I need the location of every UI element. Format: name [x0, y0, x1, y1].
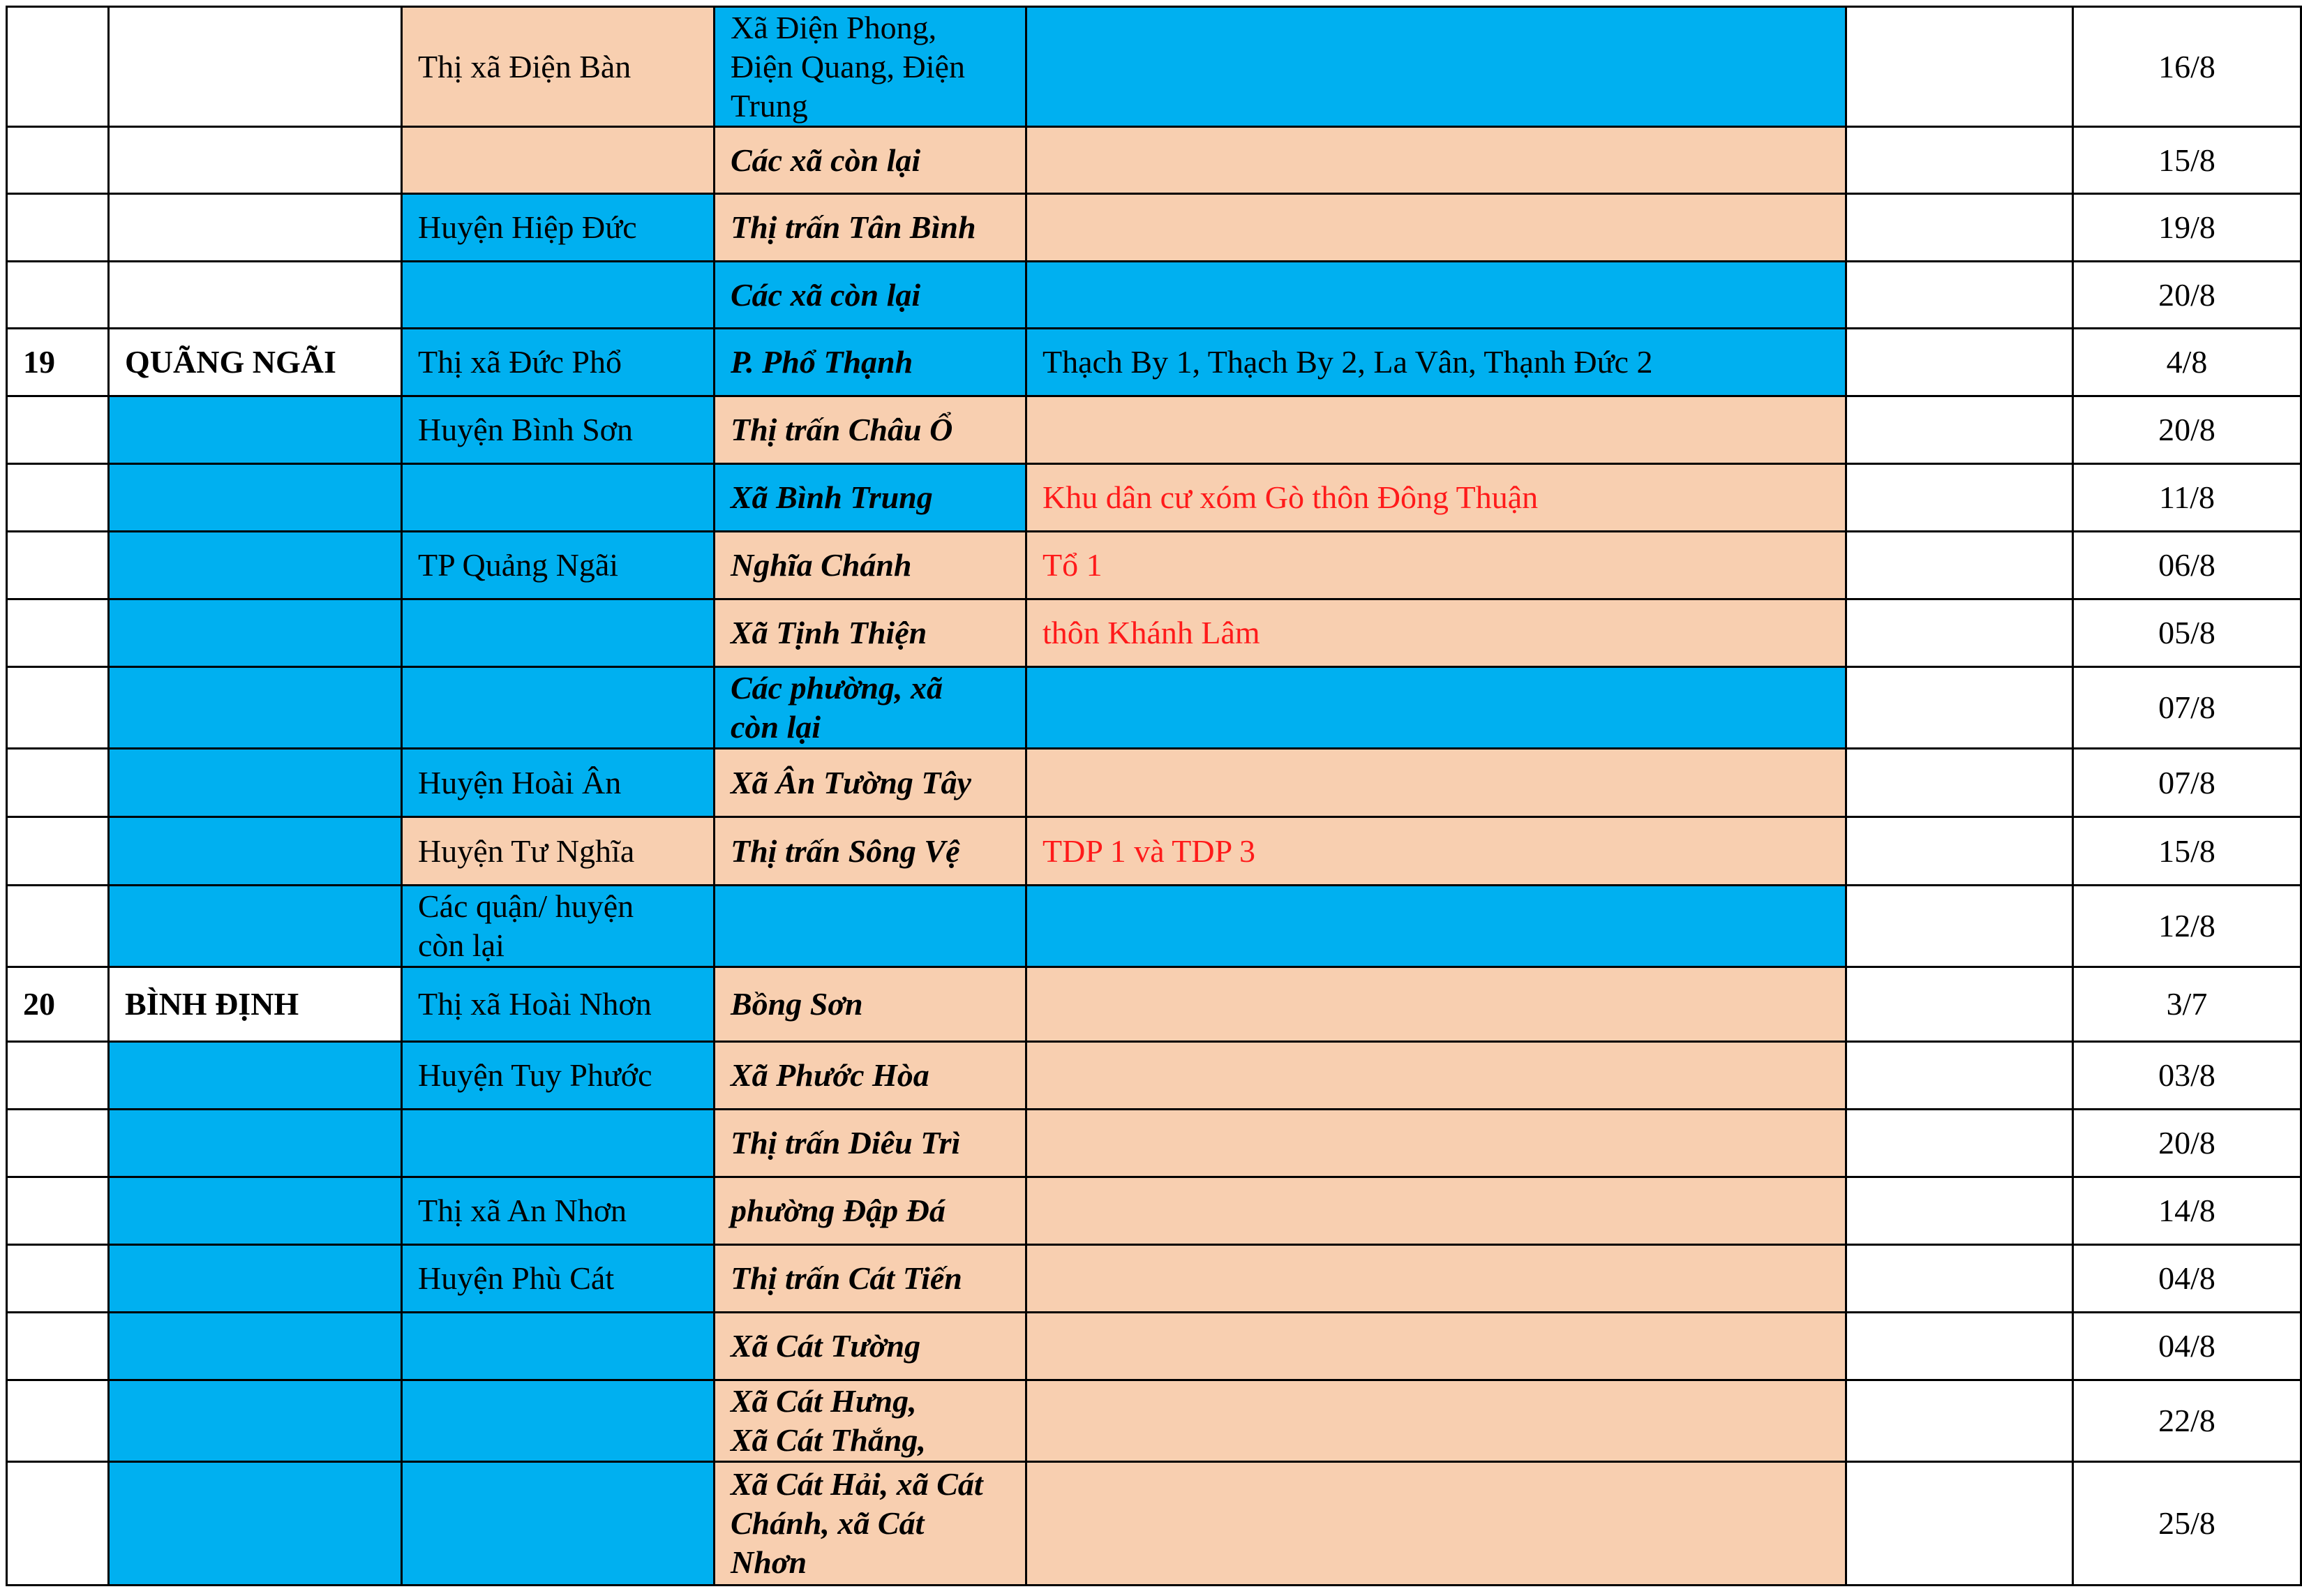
area-detail: Tổ 1 [1026, 532, 1846, 599]
row-number [7, 1380, 109, 1462]
district-name: TP Quảng Ngãi [402, 532, 715, 599]
table-row [7, 1042, 2301, 1110]
area-detail [1026, 396, 1846, 464]
district-name [402, 464, 715, 532]
table-row [7, 1462, 2301, 1586]
row-number [7, 886, 109, 967]
blank-cell [1846, 464, 2073, 532]
row-number [7, 1462, 109, 1586]
table-row [7, 262, 2301, 329]
area-detail [1026, 667, 1846, 749]
commune-name: Xã Cát Hưng, Xã Cát Thắng, [715, 1380, 1026, 1462]
commune-name: Các xã còn lại [715, 262, 1026, 329]
date-value: 07/8 [2073, 749, 2301, 817]
table-row [7, 127, 2301, 194]
blank-cell [1846, 667, 2073, 749]
area-detail [1026, 1313, 1846, 1380]
date-value: 03/8 [2073, 1042, 2301, 1110]
province-name [109, 194, 402, 262]
date-value: 07/8 [2073, 667, 2301, 749]
area-detail [1026, 1245, 1846, 1313]
district-name [402, 1110, 715, 1177]
row-number [7, 599, 109, 667]
row-number [7, 127, 109, 194]
commune-name: Xã Phước Hòa [715, 1042, 1026, 1110]
blank-cell [1846, 817, 2073, 886]
district-name [402, 599, 715, 667]
row-number: 19 [7, 329, 109, 396]
province-name [109, 396, 402, 464]
blank-cell [1846, 967, 2073, 1042]
area-detail [1026, 194, 1846, 262]
row-number [7, 1110, 109, 1177]
district-name: Thị xã Hoài Nhơn [402, 967, 715, 1042]
commune-name: Xã Ân Tường Tây [715, 749, 1026, 817]
table-row [7, 667, 2301, 749]
row-number [7, 7, 109, 127]
province-name [109, 1177, 402, 1245]
district-name: Thị xã Đức Phổ [402, 329, 715, 396]
district-name: Huyện Hiệp Đức [402, 194, 715, 262]
date-value: 14/8 [2073, 1177, 2301, 1245]
area-detail [1026, 262, 1846, 329]
province-name [109, 127, 402, 194]
area-detail [1026, 749, 1846, 817]
blank-cell [1846, 749, 2073, 817]
province-name [109, 7, 402, 127]
blank-cell [1846, 194, 2073, 262]
blank-cell [1846, 886, 2073, 967]
table-row [7, 1110, 2301, 1177]
commune-name: Nghĩa Chánh [715, 532, 1026, 599]
table-row [7, 194, 2301, 262]
area-detail: Khu dân cư xóm Gò thôn Đông Thuận [1026, 464, 1846, 532]
province-name: BÌNH ĐỊNH [109, 967, 402, 1042]
commune-name: phường Đập Đá [715, 1177, 1026, 1245]
table-row [7, 817, 2301, 886]
blank-cell [1846, 1313, 2073, 1380]
table-row [7, 532, 2301, 599]
blank-cell [1846, 329, 2073, 396]
blank-cell [1846, 1110, 2073, 1177]
commune-name: Xã Cát Tường [715, 1313, 1026, 1380]
province-name [109, 749, 402, 817]
commune-name [715, 886, 1026, 967]
district-name [402, 1380, 715, 1462]
blank-cell [1846, 262, 2073, 329]
commune-name: Thị trấn Tân Bình [715, 194, 1026, 262]
commune-name: Xã Điện Phong, Điện Quang, Điện Trung [715, 7, 1026, 127]
area-detail [1026, 886, 1846, 967]
province-name: QUÃNG NGÃI [109, 329, 402, 396]
commune-name: Xã Cát Hải, xã Cát Chánh, xã Cát Nhơn [715, 1462, 1026, 1586]
row-number [7, 262, 109, 329]
date-value: 20/8 [2073, 1110, 2301, 1177]
date-value: 16/8 [2073, 7, 2301, 127]
table-row [7, 1313, 2301, 1380]
date-value: 22/8 [2073, 1380, 2301, 1462]
district-name: Huyện Bình Sơn [402, 396, 715, 464]
province-name [109, 1462, 402, 1586]
table-row [7, 749, 2301, 817]
row-number [7, 817, 109, 886]
date-value: 11/8 [2073, 464, 2301, 532]
area-detail [1026, 967, 1846, 1042]
area-detail [1026, 1380, 1846, 1462]
table-row [7, 396, 2301, 464]
area-detail: Thạch By 1, Thạch By 2, La Vân, Thạnh Đức 2 [1026, 329, 1846, 396]
province-name [109, 262, 402, 329]
date-value: 12/8 [2073, 886, 2301, 967]
row-number [7, 194, 109, 262]
province-name [109, 667, 402, 749]
province-name [109, 1245, 402, 1313]
province-name [109, 532, 402, 599]
blank-cell [1846, 127, 2073, 194]
date-value: 3/7 [2073, 967, 2301, 1042]
district-name: Huyện Hoài Ân [402, 749, 715, 817]
table-row [7, 1380, 2301, 1462]
row-number [7, 1042, 109, 1110]
district-name [402, 262, 715, 329]
commune-name: P. Phổ Thạnh [715, 329, 1026, 396]
district-name: Huyện Tư Nghĩa [402, 817, 715, 886]
date-value: 06/8 [2073, 532, 2301, 599]
area-detail [1026, 127, 1846, 194]
area-detail [1026, 1177, 1846, 1245]
commune-name: Bồng Sơn [715, 967, 1026, 1042]
province-name [109, 886, 402, 967]
district-name [402, 127, 715, 194]
commune-name: Thị trấn Diêu Trì [715, 1110, 1026, 1177]
area-detail [1026, 1110, 1846, 1177]
date-value: 19/8 [2073, 194, 2301, 262]
commune-name: Các xã còn lại [715, 127, 1026, 194]
row-number: 20 [7, 967, 109, 1042]
area-detail: TDP 1 và TDP 3 [1026, 817, 1846, 886]
date-value: 15/8 [2073, 817, 2301, 886]
table-row [7, 7, 2301, 127]
row-number [7, 464, 109, 532]
district-name: Thị xã An Nhơn [402, 1177, 715, 1245]
date-value: 04/8 [2073, 1313, 2301, 1380]
blank-cell [1846, 1462, 2073, 1586]
commune-name: Xã Bình Trung [715, 464, 1026, 532]
row-number [7, 396, 109, 464]
row-number [7, 1245, 109, 1313]
date-value: 05/8 [2073, 599, 2301, 667]
district-name [402, 1313, 715, 1380]
district-name [402, 667, 715, 749]
blank-cell [1846, 396, 2073, 464]
commune-name: Thị trấn Cát Tiến [715, 1245, 1026, 1313]
row-number [7, 532, 109, 599]
date-value: 20/8 [2073, 396, 2301, 464]
commune-name: Các phường, xã còn lại [715, 667, 1026, 749]
blank-cell [1846, 532, 2073, 599]
table-row [7, 1177, 2301, 1245]
blank-cell [1846, 599, 2073, 667]
table-row [7, 886, 2301, 967]
date-value: 15/8 [2073, 127, 2301, 194]
table-row [7, 329, 2301, 396]
table-row [7, 599, 2301, 667]
commune-name: Thị trấn Sông Vệ [715, 817, 1026, 886]
province-name [109, 1380, 402, 1462]
commune-name: Thị trấn Châu Ổ [715, 396, 1026, 464]
schedule-table-body [7, 7, 2301, 1586]
district-name: Huyện Tuy Phước [402, 1042, 715, 1110]
province-name [109, 1313, 402, 1380]
area-detail: thôn Khánh Lâm [1026, 599, 1846, 667]
district-name: Huyện Phù Cát [402, 1245, 715, 1313]
province-name [109, 599, 402, 667]
blank-cell [1846, 1177, 2073, 1245]
table-row [7, 967, 2301, 1042]
date-value: 20/8 [2073, 262, 2301, 329]
province-name [109, 817, 402, 886]
district-name: Thị xã Điện Bàn [402, 7, 715, 127]
blank-cell [1846, 7, 2073, 127]
table-row [7, 1245, 2301, 1313]
province-name [109, 1042, 402, 1110]
row-number [7, 667, 109, 749]
row-number [7, 749, 109, 817]
row-number [7, 1313, 109, 1380]
district-name [402, 1462, 715, 1586]
date-value: 4/8 [2073, 329, 2301, 396]
area-detail [1026, 1462, 1846, 1586]
province-name [109, 1110, 402, 1177]
commune-name: Xã Tịnh Thiện [715, 599, 1026, 667]
row-number [7, 1177, 109, 1245]
table-row [7, 464, 2301, 532]
district-name: Các quận/ huyện còn lại [402, 886, 715, 967]
blank-cell [1846, 1380, 2073, 1462]
schedule-table [6, 6, 2302, 1586]
province-name [109, 464, 402, 532]
date-value: 04/8 [2073, 1245, 2301, 1313]
date-value: 25/8 [2073, 1462, 2301, 1586]
area-detail [1026, 7, 1846, 127]
blank-cell [1846, 1042, 2073, 1110]
area-detail [1026, 1042, 1846, 1110]
blank-cell [1846, 1245, 2073, 1313]
